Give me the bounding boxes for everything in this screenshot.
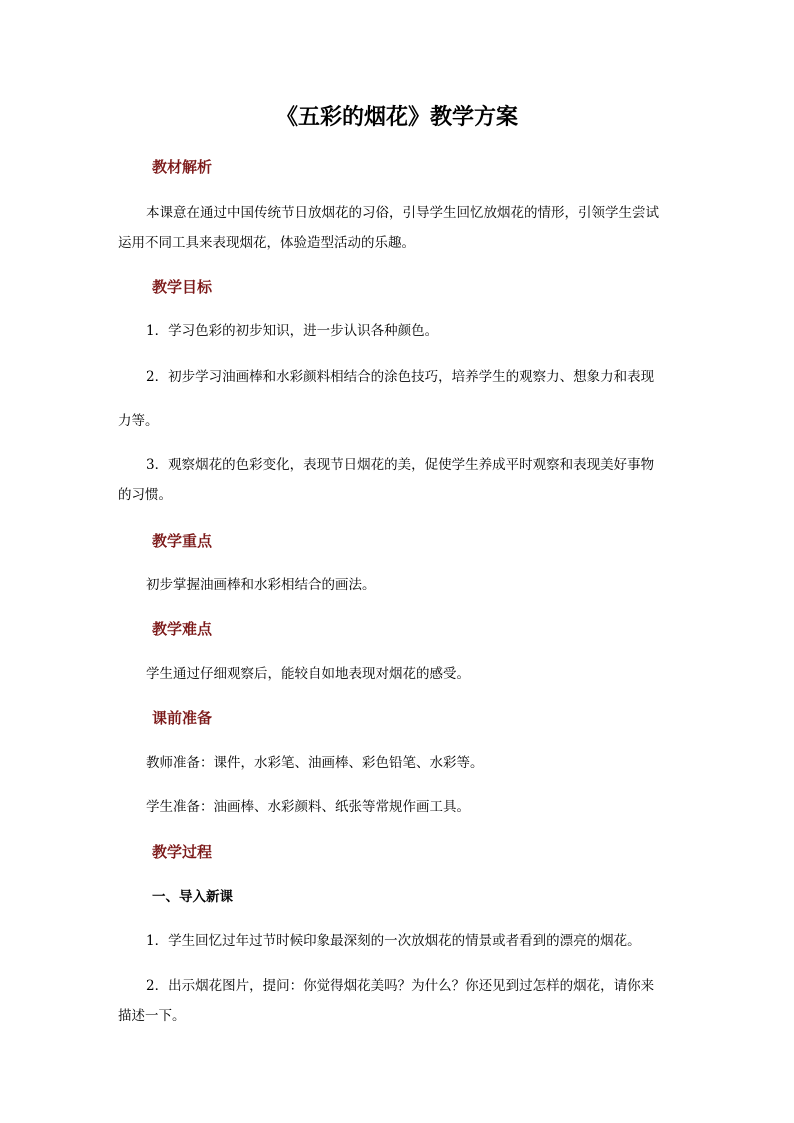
goal-item-3-line-2: 的习惯。 xyxy=(118,487,172,503)
goal-item-3-line-1: 3．观察烟花的色彩变化，表现节日烟花的美，促使学生养成平时观察和表现美好事物 xyxy=(146,457,655,473)
goal-item-2-line-2: 力等。 xyxy=(118,413,159,429)
analysis-line-1: 本课意在通过中国传统节日放烟花的习俗，引导学生回忆放烟花的情形，引领学生尝试 xyxy=(146,205,659,221)
document-title: 《五彩的烟花》教学方案 xyxy=(275,104,518,130)
heading-analysis: 教材解析 xyxy=(152,158,213,176)
goal-item-2-line-1: 2．初步学习油画棒和水彩颜料相结合的涂色技巧，培养学生的观察力、想象力和表现 xyxy=(146,369,655,385)
process-item-2-line-2: 描述一下。 xyxy=(118,1008,186,1024)
heading-process: 教学过程 xyxy=(152,843,213,861)
process-item-1: 1．学生回忆过年过节时候印象最深刻的一次放烟花的情景或者看到的漂亮的烟花。 xyxy=(146,933,641,949)
process-item-2-line-1: 2．出示烟花图片，提问：你觉得烟花美吗？为什么？你还见到过怎样的烟花，请你来 xyxy=(146,978,655,994)
heading-goals: 教学目标 xyxy=(152,278,213,296)
preparation-teacher: 教师准备：课件，水彩笔、油画棒、彩色铅笔、水彩等。 xyxy=(146,755,484,771)
key-points-text: 初步掌握油画棒和水彩相结合的画法。 xyxy=(146,577,376,593)
difficulties-text: 学生通过仔细观察后，能较自如地表现对烟花的感受。 xyxy=(146,666,470,682)
analysis-line-2: 运用不同工具来表现烟花，体验造型活动的乐趣。 xyxy=(118,235,415,251)
heading-key-points: 教学重点 xyxy=(152,532,213,550)
goal-item-1: 1．学习色彩的初步知识，进一步认识各种颜色。 xyxy=(146,323,439,339)
heading-difficulties: 教学难点 xyxy=(152,620,213,638)
process-subheading: 一、导入新课 xyxy=(152,889,233,905)
preparation-student: 学生准备：油画棒、水彩颜料、纸张等常规作画工具。 xyxy=(146,799,470,815)
heading-preparation: 课前准备 xyxy=(152,709,213,727)
